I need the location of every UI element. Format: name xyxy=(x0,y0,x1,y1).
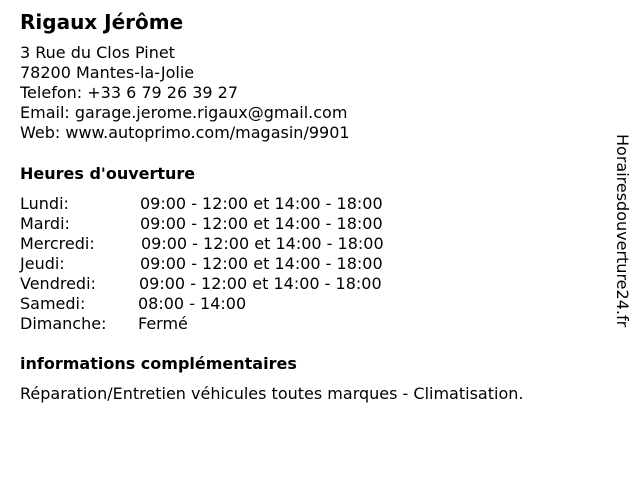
business-name: Rigaux Jérôme xyxy=(20,10,184,34)
email-address: Email: garage.jerome.rigaux@gmail.com xyxy=(20,103,348,122)
watermark-text: Horairesdouverture24.fr xyxy=(613,134,632,328)
day-label: Mercredi: xyxy=(20,234,95,253)
hours-heading: Heures d'ouverture xyxy=(20,164,196,183)
phone-number: Telefon: +33 6 79 26 39 27 xyxy=(20,83,239,102)
time-value: 09:00 - 12:00 et 14:00 - 18:00 xyxy=(140,214,383,233)
day-label: Vendredi: xyxy=(20,274,96,293)
day-label: Jeudi: xyxy=(20,254,65,273)
time-value: 09:00 - 12:00 et 14:00 - 18:00 xyxy=(139,274,382,293)
info-description: Réparation/Entretien véhicules toutes marques - Climatisation. xyxy=(20,384,524,403)
day-label: Samedi: xyxy=(20,294,86,313)
time-value: 09:00 - 12:00 et 14:00 - 18:00 xyxy=(140,194,383,213)
time-value: 08:00 - 14:00 xyxy=(138,294,247,313)
info-heading: informations complémentaires xyxy=(20,354,297,373)
time-value: Fermé xyxy=(138,314,188,333)
website-address: Web: www.autoprimo.com/magasin/9901 xyxy=(20,123,350,142)
time-value: 09:00 - 12:00 et 14:00 - 18:00 xyxy=(140,254,383,273)
day-label: Mardi: xyxy=(20,214,70,233)
address-city: 78200 Mantes-la-Jolie xyxy=(20,63,195,82)
time-value: 09:00 - 12:00 et 14:00 - 18:00 xyxy=(141,234,384,253)
day-label: Lundi: xyxy=(20,194,69,213)
address-street: 3 Rue du Clos Pinet xyxy=(20,43,175,62)
contact-block xyxy=(20,43,350,143)
day-label: Dimanche: xyxy=(20,314,107,333)
